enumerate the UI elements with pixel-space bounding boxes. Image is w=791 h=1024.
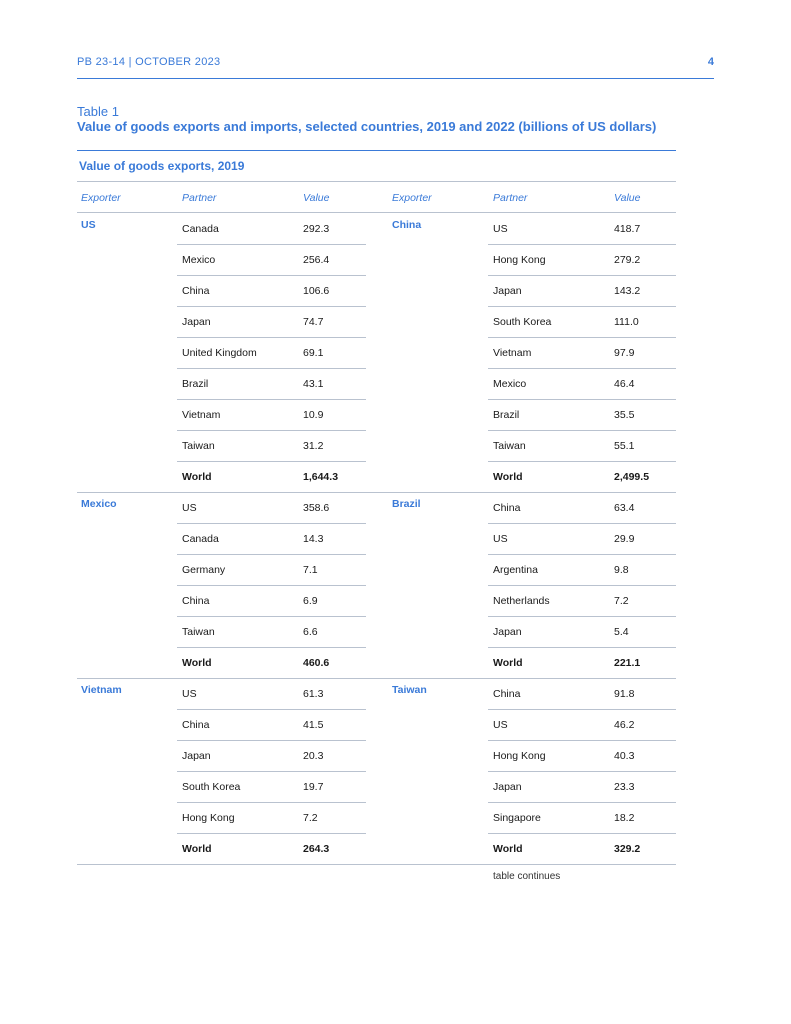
- value-cell: 35.5: [614, 409, 635, 421]
- world-total-label: World: [493, 843, 523, 855]
- row-divider: [488, 244, 676, 245]
- header-rule: [77, 212, 676, 213]
- row-divider: [177, 244, 366, 245]
- col-head-exporter-left: Exporter: [81, 192, 121, 204]
- report-id: PB 23-14 | OCTOBER 2023: [77, 56, 221, 68]
- row-divider: [488, 368, 676, 369]
- partner-cell: South Korea: [493, 316, 552, 328]
- world-total-value: 329.2: [614, 843, 641, 855]
- value-cell: 46.4: [614, 378, 635, 390]
- title-rule: [77, 150, 676, 151]
- row-divider: [488, 771, 676, 772]
- value-cell: 23.3: [614, 781, 635, 793]
- world-total-label: World: [182, 657, 212, 669]
- row-divider: [488, 802, 676, 803]
- value-cell: 20.3: [303, 750, 324, 762]
- table-continues-note: table continues: [493, 871, 561, 882]
- row-divider: [488, 833, 676, 834]
- col-head-value-right: Value: [614, 192, 641, 204]
- world-total-label: World: [493, 657, 523, 669]
- partner-cell: Hong Kong: [493, 254, 546, 266]
- row-divider: [488, 337, 676, 338]
- partner-cell: Singapore: [493, 812, 541, 824]
- value-cell: 10.9: [303, 409, 324, 421]
- row-divider: [488, 554, 676, 555]
- exporter-right: Brazil: [392, 498, 421, 510]
- value-cell: 91.8: [614, 688, 635, 700]
- exporter-right: China: [392, 219, 422, 231]
- exporter-left: US: [81, 219, 96, 231]
- partner-cell: Germany: [182, 564, 226, 576]
- partner-cell: Taiwan: [182, 440, 215, 452]
- partner-cell: US: [182, 688, 197, 700]
- value-cell: 5.4: [614, 626, 629, 638]
- value-cell: 40.3: [614, 750, 635, 762]
- value-cell: 31.2: [303, 440, 324, 452]
- value-cell: 7.2: [303, 812, 318, 824]
- value-cell: 19.7: [303, 781, 324, 793]
- value-cell: 7.1: [303, 564, 318, 576]
- row-divider: [488, 585, 676, 586]
- partner-cell: Mexico: [493, 378, 527, 390]
- exporter-left: Vietnam: [81, 684, 122, 696]
- partner-cell: US: [493, 719, 508, 731]
- value-cell: 97.9: [614, 347, 635, 359]
- value-cell: 143.2: [614, 285, 641, 297]
- world-total-value: 1,644.3: [303, 471, 339, 483]
- row-divider: [177, 709, 366, 710]
- row-divider: [488, 461, 676, 462]
- partner-cell: Canada: [182, 223, 219, 235]
- row-divider: [177, 802, 366, 803]
- row-divider: [177, 833, 366, 834]
- partner-cell: United Kingdom: [182, 347, 257, 359]
- row-divider: [488, 399, 676, 400]
- world-total-value: 264.3: [303, 843, 330, 855]
- partner-cell: Japan: [493, 781, 522, 793]
- table-label: Table 1: [77, 104, 119, 119]
- world-total-value: 2,499.5: [614, 471, 650, 483]
- partner-cell: US: [493, 223, 508, 235]
- value-cell: 74.7: [303, 316, 324, 328]
- partner-cell: Argentina: [493, 564, 538, 576]
- partner-cell: China: [493, 688, 521, 700]
- row-divider: [177, 306, 366, 307]
- value-cell: 7.2: [614, 595, 629, 607]
- value-cell: 292.3: [303, 223, 330, 235]
- value-cell: 358.6: [303, 502, 330, 514]
- exporter-left: Mexico: [81, 498, 117, 510]
- world-total-value: 221.1: [614, 657, 641, 669]
- col-head-partner-right: Partner: [493, 192, 528, 204]
- block-divider: [77, 864, 676, 865]
- section-title: Value of goods exports, 2019: [79, 159, 245, 173]
- row-divider: [488, 430, 676, 431]
- row-divider: [177, 399, 366, 400]
- value-cell: 18.2: [614, 812, 635, 824]
- row-divider: [177, 616, 366, 617]
- col-head-exporter-right: Exporter: [392, 192, 432, 204]
- partner-cell: US: [182, 502, 197, 514]
- row-divider: [177, 368, 366, 369]
- partner-cell: Brazil: [182, 378, 209, 390]
- value-cell: 106.6: [303, 285, 330, 297]
- table-title: Value of goods exports and imports, selected countries, 2019 and 2022 (billions of US dollars): [77, 119, 657, 134]
- exporter-right: Taiwan: [392, 684, 427, 696]
- block-divider: [77, 492, 676, 493]
- value-cell: 6.9: [303, 595, 318, 607]
- partner-cell: Vietnam: [182, 409, 221, 421]
- partner-cell: US: [493, 533, 508, 545]
- value-cell: 256.4: [303, 254, 330, 266]
- row-divider: [177, 740, 366, 741]
- page-header: [77, 56, 714, 79]
- col-head-value-left: Value: [303, 192, 330, 204]
- value-cell: 418.7: [614, 223, 641, 235]
- partner-cell: South Korea: [182, 781, 241, 793]
- partner-cell: China: [182, 285, 210, 297]
- partner-cell: Taiwan: [182, 626, 215, 638]
- partner-cell: China: [493, 502, 521, 514]
- row-divider: [177, 771, 366, 772]
- row-divider: [488, 709, 676, 710]
- partner-cell: Vietnam: [493, 347, 532, 359]
- row-divider: [177, 647, 366, 648]
- value-cell: 41.5: [303, 719, 324, 731]
- value-cell: 29.9: [614, 533, 635, 545]
- row-divider: [488, 740, 676, 741]
- partner-cell: Canada: [182, 533, 219, 545]
- partner-cell: Netherlands: [493, 595, 550, 607]
- partner-cell: Japan: [182, 316, 211, 328]
- partner-cell: Japan: [493, 626, 522, 638]
- block-divider: [77, 678, 676, 679]
- value-cell: 9.8: [614, 564, 629, 576]
- col-head-partner-left: Partner: [182, 192, 217, 204]
- row-divider: [488, 647, 676, 648]
- partner-cell: Mexico: [182, 254, 216, 266]
- value-cell: 14.3: [303, 533, 324, 545]
- row-divider: [177, 337, 366, 338]
- value-cell: 43.1: [303, 378, 324, 390]
- value-cell: 111.0: [614, 316, 639, 328]
- value-cell: 279.2: [614, 254, 641, 266]
- partner-cell: Japan: [493, 285, 522, 297]
- page-number: 4: [707, 56, 714, 68]
- section-rule: [77, 181, 676, 182]
- row-divider: [177, 585, 366, 586]
- row-divider: [488, 523, 676, 524]
- value-cell: 69.1: [303, 347, 324, 359]
- partner-cell: China: [182, 719, 210, 731]
- row-divider: [177, 430, 366, 431]
- world-total-value: 460.6: [303, 657, 330, 669]
- value-cell: 63.4: [614, 502, 635, 514]
- row-divider: [488, 616, 676, 617]
- world-total-label: World: [182, 843, 212, 855]
- value-cell: 61.3: [303, 688, 324, 700]
- world-total-label: World: [182, 471, 212, 483]
- partner-cell: Taiwan: [493, 440, 526, 452]
- row-divider: [177, 461, 366, 462]
- value-cell: 46.2: [614, 719, 635, 731]
- value-cell: 6.6: [303, 626, 318, 638]
- value-cell: 55.1: [614, 440, 635, 452]
- row-divider: [177, 554, 366, 555]
- world-total-label: World: [493, 471, 523, 483]
- row-divider: [177, 523, 366, 524]
- partner-cell: Japan: [182, 750, 211, 762]
- partner-cell: Hong Kong: [493, 750, 546, 762]
- partner-cell: Hong Kong: [182, 812, 235, 824]
- row-divider: [488, 306, 676, 307]
- row-divider: [488, 275, 676, 276]
- row-divider: [177, 275, 366, 276]
- partner-cell: China: [182, 595, 210, 607]
- partner-cell: Brazil: [493, 409, 520, 421]
